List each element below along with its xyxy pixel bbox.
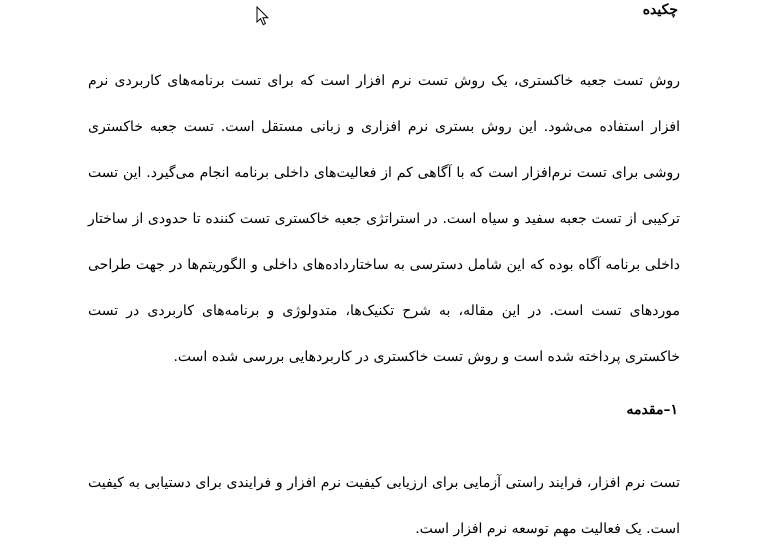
arrow-pointer-icon [256, 6, 270, 26]
abstract-paragraph: روش تست جعبه خاکستری، یک روش تست نرم افزار است که برای تست برنامه‌های کاربردی نرم افزار استفاده می‌شود. این روش بستری نرم افزاری و زبانی مستقل است. تست جعبه خاکستری روشی برای تست نرم‌افزار است که با آگاهی کم از فعالیت‌های داخلی برنامه انجام می‌گیرد. این تست ترکیبی از تست جعبه سفید و سیاه است. در استراتژی جعبه خاکستری تست کننده تا حدودی از ساختار داخلی برنامه آگاه بوده که این شامل دسترسی به ساختارداده‌های داخلی و الگوریتم‌ها در جهت طراحی موردهای تست است. در این مقاله، به شرح تکنیک‌ها، متدولوژی و برنامه‌های کاربردی در تست خاکستری پرداخته شده است و روش تست خاکستری در کاربردهایی بررسی شده است. [88, 73, 680, 365]
introduction-paragraph: تست نرم افزار، فرایند راستی آزمایی برای ارزیابی کیفیت نرم افزار و فرایندی برای دستیابی به کیفیت است. یک فعالیت مهم توسعه نرم افزار است. [88, 475, 680, 537]
introduction-heading: ۱–مقدمه [626, 402, 678, 418]
abstract-heading: چکیده [642, 2, 678, 18]
